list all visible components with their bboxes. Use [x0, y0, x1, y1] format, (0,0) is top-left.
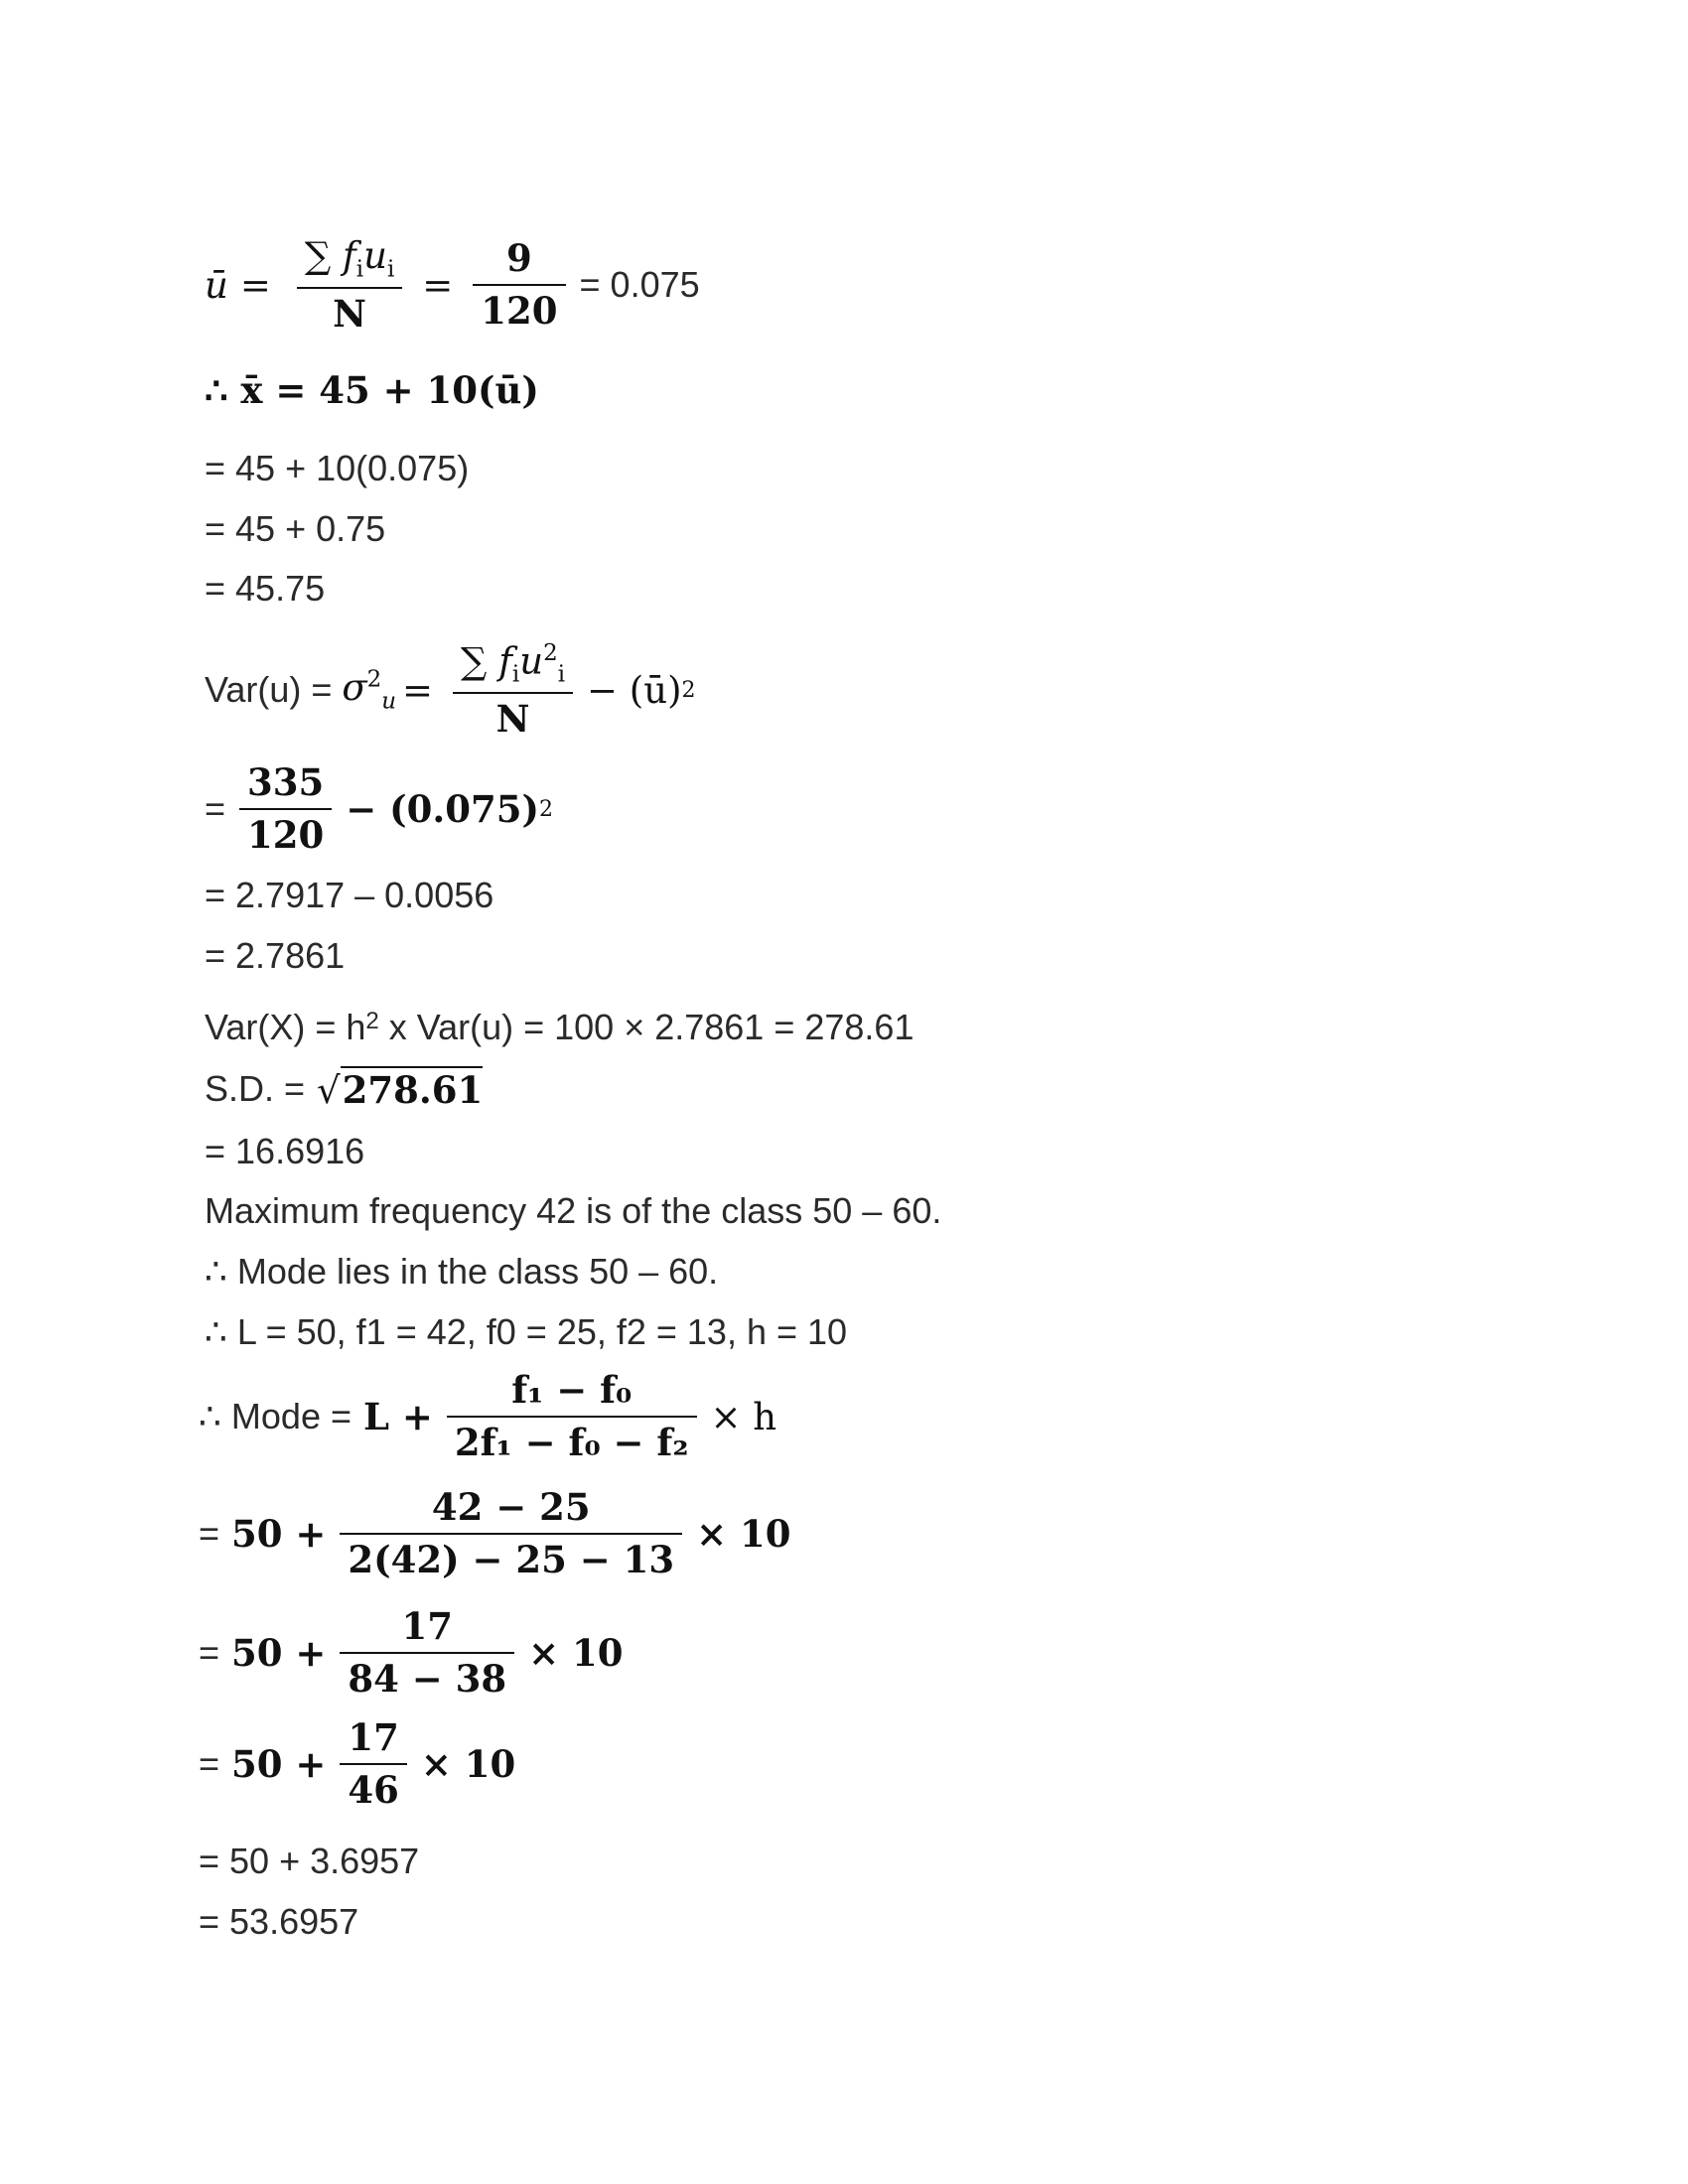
fraction-mode-step3: $\frac{17}{46}$: [340, 1716, 407, 1811]
step-line: = 45.75: [205, 568, 326, 609]
step-line: = 45 + 10(0.075): [205, 448, 470, 488]
fraction-9-over-120: $\frac{9}{120}$: [473, 237, 565, 332]
u-bar-symbol: ū: [205, 263, 228, 307]
step-line: = 50 + 3.6957: [199, 1841, 420, 1881]
eq-mode-formula: ∴ Mode = L + $\frac{\text{f₁ − f₀}}{\text{2f₁ − f₀ − f₂}}$ × h: [199, 1368, 777, 1464]
sqrt-symbol: √ 278.61: [317, 1068, 484, 1112]
step-line: = 16.6916: [205, 1131, 365, 1171]
step-line: = 53.6957: [199, 1901, 359, 1942]
text-line: Maximum frequency 42 is of the class 50 – 60.: [205, 1190, 942, 1231]
fraction-335-over-120: $\frac{335}{120}$: [239, 761, 332, 856]
text-line: ∴ L = 50, f1 = 42, f0 = 25, f2 = 13, h = 10: [205, 1311, 848, 1352]
eq-var-substituted: = $\frac{335}{120}$ − (0.075) 2: [205, 760, 554, 857]
eq-var-u: Var(u) = $\sigma^2_u$ = $\frac{\sum f_iu^2_i}{N}$ − (ū) 2: [205, 639, 696, 741]
fraction-sum-fu2-over-n: $\frac{\sum f_iu^2_i}{N}$: [453, 640, 573, 741]
eq-u-bar: ū = $\frac{\sum f_iu_i}{N}$ = $\frac{9}{120}$ = 0.075: [205, 233, 700, 336]
eq-var-x: Var(X) = h $^2$ x Var(u) = 100 × 2.7861 = 278.61: [205, 1007, 914, 1047]
eq-mode-step1: = 50 + $\frac{42 - 25}{2(42) - 25 - 13}$ × 10: [199, 1485, 791, 1581]
text-line: ∴ Mode lies in the class 50 – 60.: [205, 1251, 719, 1292]
fraction-sum-fu-over-n: $\frac{\sum f_iu_i}{N}$: [297, 235, 402, 335]
eq-sd: S.D. = √ 278.61: [205, 1068, 484, 1112]
step-line: = 2.7861: [205, 935, 346, 976]
step-line: = 45 + 0.75: [205, 508, 386, 549]
eq-mode-step3: = 50 + $\frac{17}{46}$ × 10: [199, 1715, 516, 1812]
fraction-mode-step2: $\frac{17}{84 - 38}$: [340, 1605, 514, 1700]
fraction-mode-step1: $\frac{42 - 25}{2(42) - 25 - 13}$: [340, 1486, 682, 1580]
eq-mode-step2: = 50 + $\frac{17}{84 - 38}$ × 10: [199, 1604, 624, 1701]
step-line: = 2.7917 – 0.0056: [205, 875, 494, 915]
fraction-mode: $\frac{\text{f₁ − f₀}}{\text{2f₁ − f₀ − f₂}}$: [447, 1369, 697, 1463]
eq-x-bar: ∴ x̄ = 45 + 10(ū): [205, 368, 539, 412]
u-bar-value: = 0.075: [579, 264, 700, 305]
